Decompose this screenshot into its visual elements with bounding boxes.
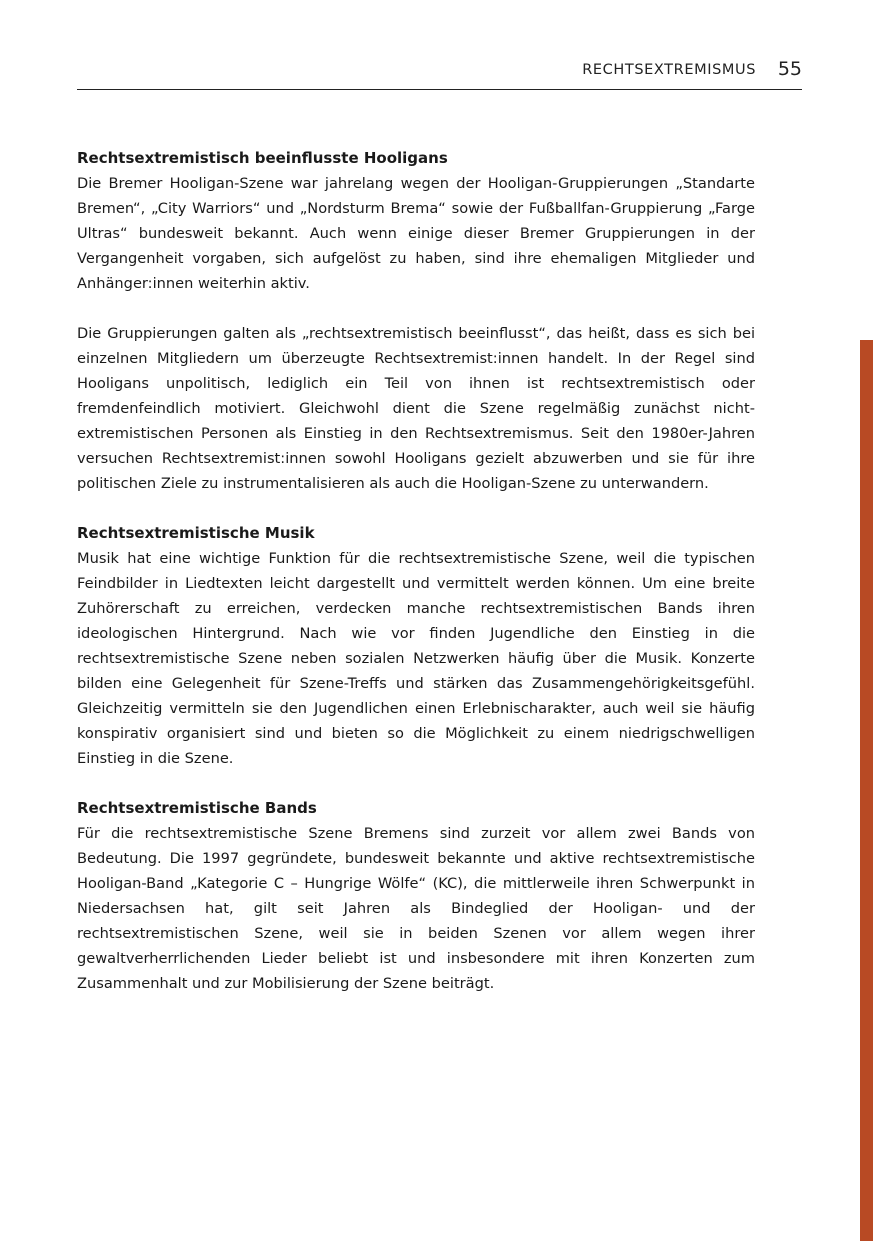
paragraph: Für die rechtsextremistische Szene Bremens sind zurzeit vor allem zwei Bands von Bedeutung. Die 1997 gegründete, bundesweit bekannte und aktive rechtsextremistische Hooligan-Band „Kategorie C – Hungrige Wölfe“ (KC), die mittlerweile ihren Schwerpunkt in Niedersachsen hat, gilt seit Jahren als Bindeglied der Hooligan- und der rechtsextremistischen Szene, weil sie in beiden Szenen vor allem wegen ihrer gewaltverherrlichenden Lieder beliebt ist und insbesondere mit ihren Konzerten zum Zusammenhalt und zur Mobilisierung der Szene beiträgt. [77,825,755,992]
header-section-title: RECHTSEXTREMISMUS [582,62,756,78]
paragraph: Die Bremer Hooligan-Szene war jahrelang wegen der Hooligan-Gruppierungen „Standarte Bremen“, „City Warriors“ und „Nordsturm Brema“ sowie der Fußballfan-Gruppierung „Farge Ultras“ bundesweit bekannt. Auch wenn einige dieser Bremer Gruppierungen in der Vergangenheit vorgaben, sich aufgelöst zu haben, sind ihre ehemaligen Mitglieder und Anhänger:innen weiterhin aktiv. [77,175,755,292]
section-hooligans [77,146,755,496]
page-number: 55 [777,58,802,80]
section-heading: Rechtsextremistische Bands [77,799,317,817]
section-music [77,521,755,771]
section-bands [77,796,755,996]
side-accent-bar [860,340,873,1241]
paragraph: Musik hat eine wichtige Funktion für die rechtsextremistische Szene, weil die typischen Feindbilder in Liedtexten leicht dargestellt und vermittelt werden können. Um eine breite Zuhörerschaft zu erreichen, verdecken manche rechtsextremistischen Bands ihren ideologischen Hintergrund. Nach wie vor finden Jugendliche den Einstieg in die rechtsextremistische Szene neben sozialen Netzwerken häufig über die Musik. Konzerte bilden eine Gelegenheit für Szene-Treffs und stärken das Zusammengehörigkeitsgefühl. Gleichzeitig vermitteln sie den Jugendlichen einen Erlebnischarakter, auch weil sie häufig konspirativ organisiert sind und bieten so die Möglichkeit zu einem niedrigschwelligen Einstieg in die Szene. [77,550,755,767]
paragraph: Die Gruppierungen galten als „rechtsextremistisch beeinflusst“, das heißt, dass es sich bei einzelnen Mitgliedern um überzeugte Rechtsextremist:innen handelt. In der Regel sind Hooligans unpolitisch, lediglich ein Teil von ihnen ist rechtsextremistisch oder fremdenfeindlich motiviert. Gleichwohl dient die Szene regelmäßig zunächst nicht-extremistischen Personen als Einstieg in den Rechtsextremismus. Seit den 1980er-Jahren versuchen Rechtsextremist:innen sowohl Hooligans gezielt abzuwerben und sie für ihre politischen Ziele zu instrumentalisieren als auch die Hooligan-Szene zu unterwandern. [77,325,755,492]
section-heading: Rechtsextremistische Musik [77,524,315,542]
main-content [77,146,755,1021]
section-heading: Rechtsextremistisch beeinflusste Hooligans [77,149,448,167]
running-header [77,56,802,90]
